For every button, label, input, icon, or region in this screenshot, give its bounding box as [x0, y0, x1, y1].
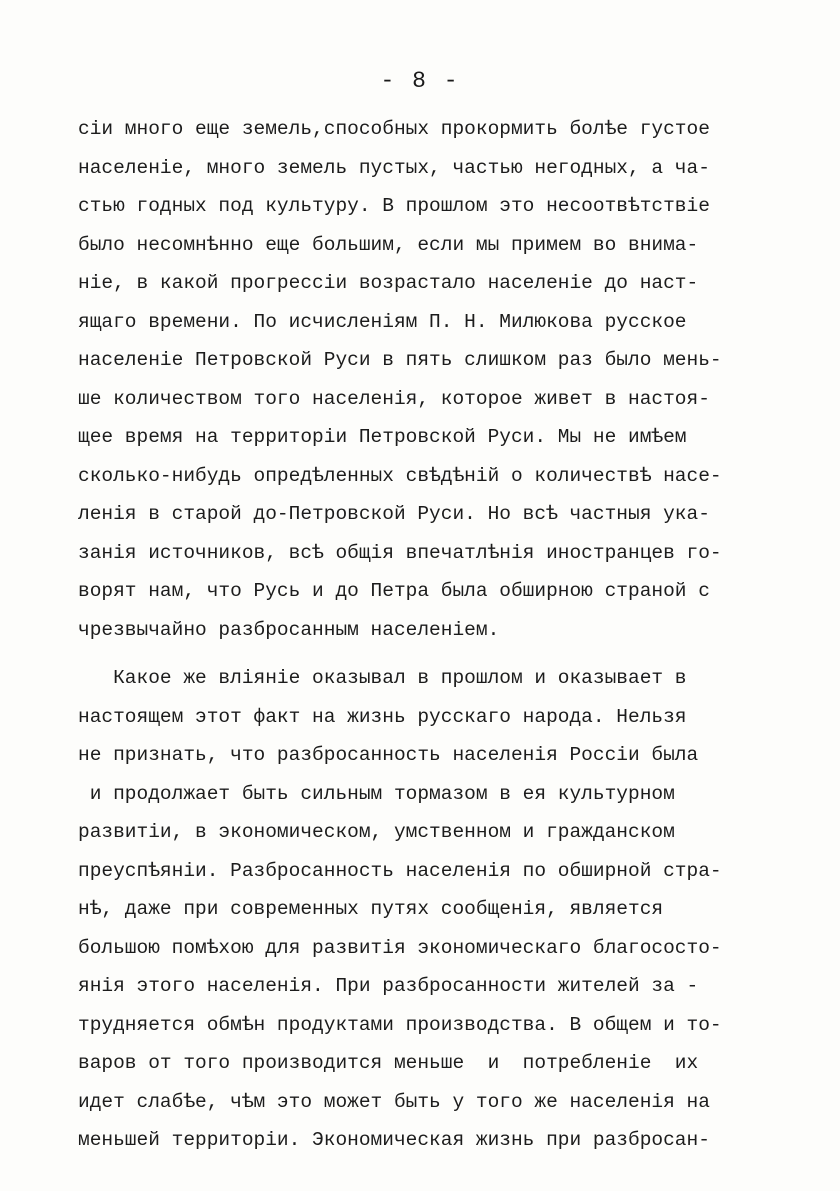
- paragraph-1: [78, 110, 728, 649]
- text-line: трудняется обмѣн продуктами производства. В общем и то-: [78, 1013, 722, 1036]
- text-line: ніе, в какой прогрессіи возрастало населеніе до наст-: [78, 272, 699, 294]
- text-line: населеніе Петровской Руси в пять слишком раз было мень-: [78, 349, 722, 371]
- text-line: преуспѣяніи. Разбросанность населенія по обширной стра-: [78, 859, 722, 882]
- text-line: большою помѣхою для развитія экономическаго благососто-: [78, 936, 722, 959]
- text-line: ленія в старой до-Петровской Руси. Но всѣ частныя ука-: [78, 503, 710, 525]
- text-line: стью годных под культуру. В прошлом это несоотвѣтствіе: [78, 195, 710, 217]
- text-line: сіи много еще земель,способных прокормить болѣе густое: [78, 118, 710, 140]
- text-line: варов от того производится меньше и потребленіе их: [78, 1052, 699, 1074]
- text-line: и продолжает быть сильным тормазом в ея культурном: [78, 782, 675, 805]
- text-line: меньшей территоріи. Экономическая жизнь при разбросан-: [78, 1129, 710, 1151]
- text-line: развитіи, в экономическом, умственном и гражданском: [78, 821, 675, 843]
- text-line: чрезвычайно разбросанным населеніем.: [78, 618, 500, 641]
- text-line: было несомнѣнно еще большим, если мы примем во внима-: [78, 233, 699, 256]
- text-line: Какое же вліяніе оказывал в прошлом и оказывает в: [78, 667, 687, 689]
- text-line: ворят нам, что Русь и до Петра была обширною страной с: [78, 580, 710, 602]
- text-line: не признать, что разбросанность населенія Россіи была: [78, 744, 699, 766]
- paragraph-gap: [78, 649, 728, 659]
- text-line: населеніе, много земель пустых, частью негодных, а ча-: [78, 156, 710, 179]
- body-text: [78, 110, 728, 1160]
- page-number: - 8 -: [380, 68, 460, 94]
- text-line: сколько-нибудь опредѣленных свѣдѣній о количествѣ насе-: [78, 464, 722, 487]
- text-line: ящаго времени. По исчисленіям П. Н. Милюкова русское: [78, 310, 687, 333]
- text-line: ше количеством того населенія, которое живет в настоя-: [78, 387, 710, 410]
- text-line: нѣ, даже при современных путях сообщенія, является: [78, 898, 664, 920]
- text-line: настоящем этот факт на жизнь русскаго народа. Нельзя: [78, 705, 687, 728]
- text-line: идет слабѣе, чѣм это может быть у того же населенія на: [78, 1090, 710, 1113]
- text-line: занія источников, всѣ общія впечатлѣнія иностранцев го-: [78, 541, 722, 564]
- text-line: янія этого населенія. При разбросанности жителей за -: [78, 975, 699, 997]
- paragraph-2: [78, 659, 728, 1160]
- text-line: щее время на территоріи Петровской Руси. Мы не имѣем: [78, 426, 687, 448]
